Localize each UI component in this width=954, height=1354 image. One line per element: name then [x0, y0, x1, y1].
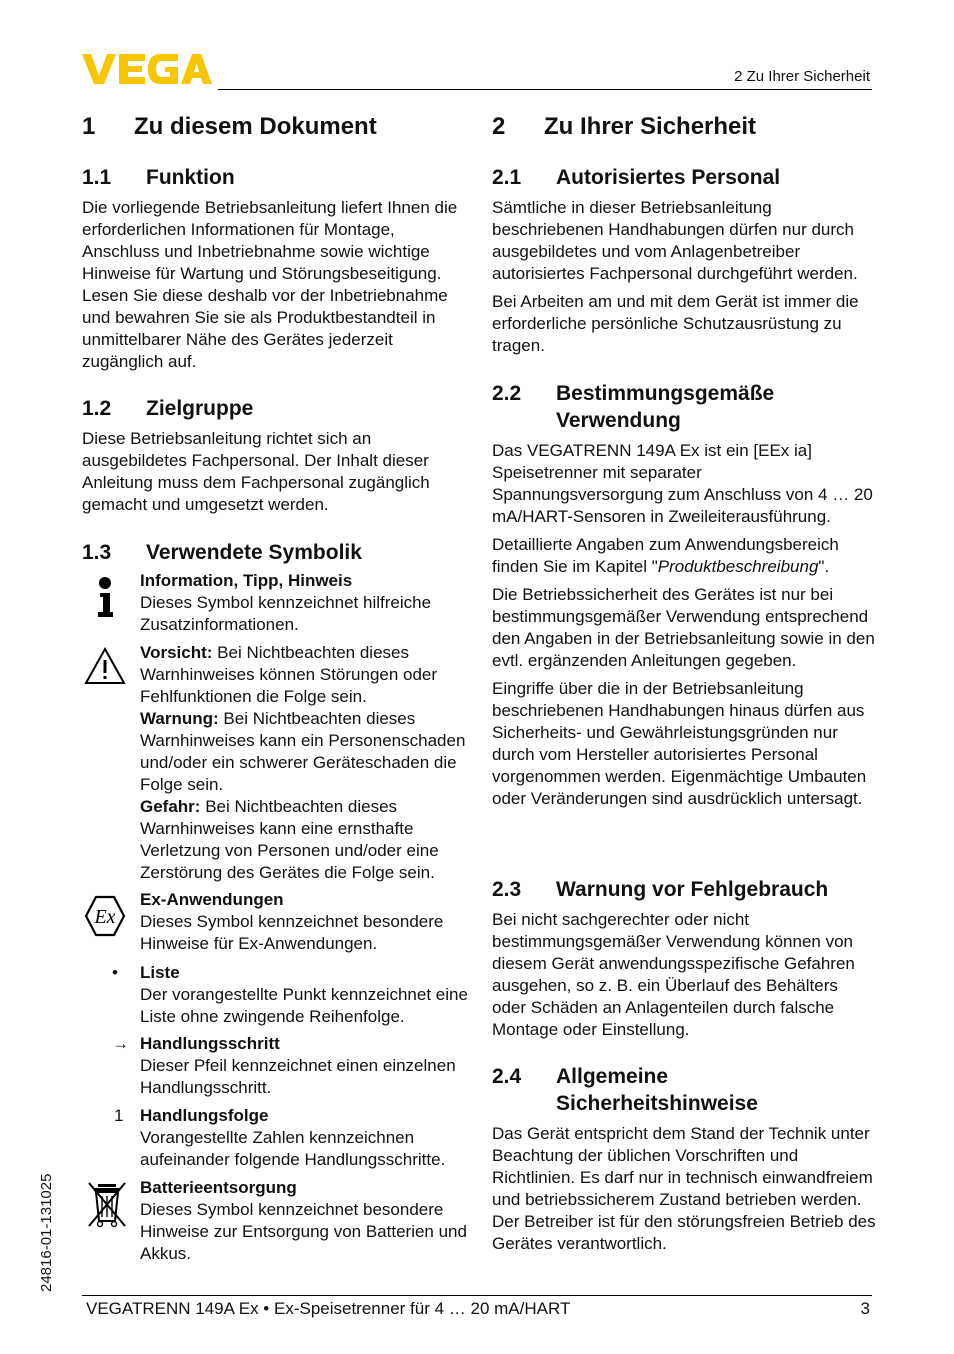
section-1-1: 1.1 Funktion Die vorliegende Betriebsanleitung liefert Ihnen die erforderlichen Informationen für Montage, Anschluss und Inbetriebnahme sowie wichtige Hinweise für Wartung und Störungsbeseitigung. Lesen Sie diese deshalb vor der Inbetriebnahme und bewahren Sie sie als Produktbestandteil in unmittelbarer Nähe des Gerätes jederzeit zugänglich auf.: [82, 164, 464, 373]
section-1-1-text: Die vorliegende Betriebsanleitung liefert Ihnen die erforderlichen Informationen für Montage, Anschluss und Inbetriebnahme sowie wichtige Hinweise für Wartung und Störungsbeseitigung. Lesen Sie diese deshalb vor der Inbetriebnahme und bewahren Sie sie als Produktbestandteil in unmittelbarer Nähe des Gerätes jederzeit zugänglich auf.: [82, 198, 458, 371]
section-2-2: 2.2 Bestimmungsgemäße Verwendung Das VEGATRENN 149A Ex ist ein [EEx ia] Speisetrenner mit separater Spannungsversorgung zum Anschluss von 4 … 20 mA/HART-Sensoren in Zweileiterausführung. Detaillierte Angaben zum Anwendungsbereich finden Sie im Kapitel "Produktbeschreibung". Die Betriebssicherheit des Gerätes ist nur bei bestimmungsgemäßer Verwendung entsprechend den Angaben in der Betriebsanleitung sowie in den evtl. ergänzenden Anleitungen gegeben. Eingriffe über die in der Betriebsanleitung beschriebenen Handhabungen hinaus dürfen aus Sicherheits- und Gewährleistungsgründen nur durch vom Hersteller autorisiertes Personal vorgenommen werden. Eigenmächtige Umbauten oder Veränderungen sind ausdrücklich untersagt.: [492, 382, 875, 808]
number-mark: 1: [114, 1106, 124, 1125]
section-2-3-p1: Bei nicht sachgerechter oder nicht bestimmungsgemäßer Verwendung können von diesem Gerät anwendungsspezifische Gefahren ausgehen, so z. B. ein Überlauf des Behälters oder Schäden an Anlagenteilen durch falsche Montage oder Einstellung.: [492, 910, 855, 1039]
vega-logo: [82, 52, 212, 86]
page-number: 3: [860, 1299, 870, 1318]
section-2-1: 2.1 Autorisiertes Personal Sämtliche in dieser Betriebsanleitung beschriebenen Handhabungen dürfen nur durch ausgebildetes und vom Anlagenbetreiber autorisiertes Fachpersonal durchgeführt werden. Bei Arbeiten am und mit dem Gerät ist immer die erforderliche persönliche Schutzausrüstung zu tragen.: [492, 164, 876, 357]
crossed-bin-icon: [86, 1179, 128, 1229]
chapter-2-heading: 2 Zu Ihrer Sicherheit: [492, 113, 757, 140]
section-2-1-p2: Bei Arbeiten am und mit dem Gerät ist immer die erforderliche persönliche Schutzausrüstung zu tragen.: [492, 292, 859, 355]
arrow-mark: →: [112, 1034, 129, 1053]
section-1-2-text: Diese Betriebsanleitung richtet sich an ausgebildetes Fachpersonal. Der Inhalt dieser Anleitung muss dem Fachpersonal zugänglich gemacht und umgesetzt werden.: [82, 429, 430, 514]
warning-triangle-icon: [84, 646, 126, 686]
ex-hexagon-icon: [84, 895, 126, 937]
section-2-1-p1: Sämtliche in dieser Betriebsanleitung beschriebenen Handhabungen dürfen nur durch ausgebildetes und vom Anlagenbetreiber autorisiertes Fachpersonal durchgeführt werden.: [492, 198, 858, 283]
section-2-4: 2.4 Allgemeine Sicherheitshinweise Das Gerät entspricht dem Stand der Technik unter Beachtung der üblichen Vorschriften und Richtlinien. Es darf nur in technisch einwandfreiem und betriebssicherem Zustand betrieben werden. Der Betreiber ist für den störungsfreien Betrieb des Gerätes verantwortlich.: [492, 1065, 876, 1253]
section-2-2-p2: Detaillierte Angaben zum Anwendungsbereich finden Sie im Kapitel "Produktbeschreibung".: [492, 535, 839, 576]
svg-text:Ex: Ex: [94, 906, 116, 928]
running-header: 2 Zu Ihrer Sicherheit: [734, 68, 870, 85]
section-2-3: 2.3 Warnung vor Fehlgebrauch Bei nicht sachgerechter oder nicht bestimmungsgemäßer Verwendung können von diesem Gerät anwendungsspezifische Gefahren ausgehen, so z. B. ein Überlauf des Behälters oder Schäden an Anlagenteilen durch falsche Montage oder Einstellung.: [492, 876, 876, 1041]
section-2-4-p1: Das Gerät entspricht dem Stand der Technik unter Beachtung der üblichen Vorschriften und Richtlinien. Es darf nur in technisch einwandfreiem und betriebssicherem Zustand betrieben werden. Der Betreiber ist für den störungsfreien Betrieb des Gerätes verantwortlich.: [492, 1124, 876, 1253]
info-icon: [94, 576, 116, 620]
header-rule: [218, 89, 872, 90]
section-2-2-p1: Das VEGATRENN 149A Ex ist ein [EEx ia] Speisetrenner mit separater Spannungsversorgung zum Anschluss von 4 … 20 mA/HART-Sensoren in Zweileiterausführung.: [492, 441, 873, 526]
chapter-1-heading: 1 Zu diesem Dokument: [82, 113, 377, 140]
bullet-mark: •: [112, 963, 118, 982]
footer-product: VEGATRENN 149A Ex • Ex-Speisetrenner für 4 … 20 mA/HART: [86, 1299, 571, 1318]
section-2-2-p3: Die Betriebssicherheit des Gerätes ist nur bei bestimmungsgemäßer Verwendung entsprechend den Angaben in der Betriebsanleitung sowie in den evtl. ergänzenden Anleitungen gegeben.: [492, 585, 875, 670]
section-1-3-heading: 1.3 Verwendete Symbolik: [82, 541, 362, 564]
section-2-2-p4: Eingriffe über die in der Betriebsanleitung beschriebenen Handhabungen hinaus dürfen aus Sicherheits- und Gewährleistungsgründen nur durch vom Hersteller autorisiertes Personal vorgenommen werden. Eigenmächtige Umbauten oder Veränderungen sind ausdrücklich untersagt.: [492, 679, 867, 808]
section-1-2: 1.2 Zielgruppe Diese Betriebsanleitung richtet sich an ausgebildetes Fachpersonal. Der Inhalt dieser Anleitung muss dem Fachpersonal zugänglich gemacht und umgesetzt werden.: [82, 395, 464, 516]
footer-rule: [82, 1295, 872, 1296]
document-id: 24816-01-131025: [38, 1173, 55, 1292]
